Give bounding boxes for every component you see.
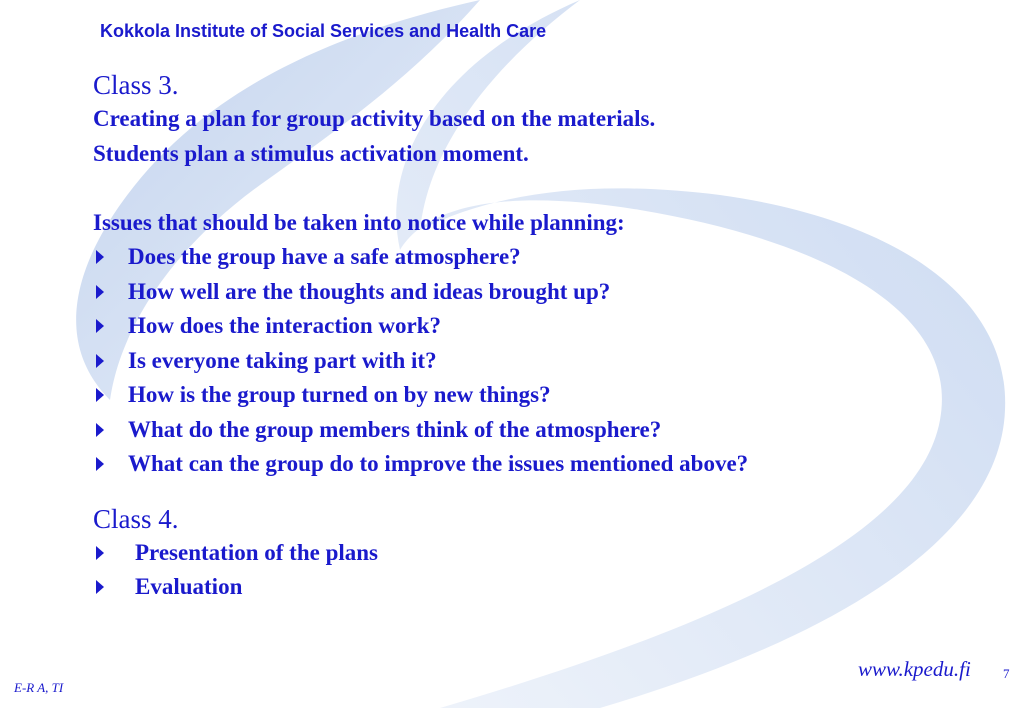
triangle-right-icon [93, 546, 135, 560]
website-link[interactable]: www.kpedu.fi [858, 657, 971, 681]
institution-title: Kokkola Institute of Social Services and Health Care [100, 21, 547, 41]
list-item [93, 378, 993, 413]
list-item [93, 344, 993, 379]
list-item-text: Presentation of the plans [135, 539, 378, 565]
triangle-right-icon [93, 580, 135, 594]
list-item-text: How does the interaction work? [128, 313, 442, 338]
slide-content [93, 68, 993, 605]
triangle-right-icon [93, 457, 128, 471]
list-item-text: What can the group do to improve the issues mentioned above? [128, 451, 749, 476]
list-item [93, 447, 993, 482]
list-item-text: Is everyone taking part with it? [128, 347, 437, 373]
page-number: 7 [1003, 666, 1010, 681]
list-item [93, 240, 993, 275]
list-item [93, 536, 993, 571]
triangle-right-icon [93, 250, 128, 264]
list-item [93, 413, 993, 448]
author-initials: E-R A, TI [14, 680, 64, 695]
class4-heading: Class 4. [93, 503, 179, 534]
issues-intro: Issues that should be taken into notice while planning: [93, 209, 625, 235]
list-item-text: How well are the thoughts and ideas brought up? [128, 278, 611, 304]
list-item-text: How is the group turned on by new things? [128, 382, 551, 407]
list-item-text: What do the group members think of the atmosphere? [128, 416, 662, 442]
class3-line-2: Students plan a stimulus activation moment. [93, 140, 529, 166]
triangle-right-icon [93, 319, 128, 333]
list-item [93, 570, 993, 605]
triangle-right-icon [93, 423, 128, 437]
list-item [93, 309, 993, 344]
spacer [93, 171, 993, 206]
list-item [93, 275, 993, 310]
triangle-right-icon [93, 388, 128, 402]
list-item-text: Evaluation [135, 574, 243, 599]
triangle-right-icon [93, 285, 128, 299]
class3-line-1: Creating a plan for group activity based on the materials. [93, 106, 656, 131]
triangle-right-icon [93, 354, 128, 368]
list-item-text: Does the group have a safe atmosphere? [128, 244, 521, 269]
class3-heading: Class 3. [93, 70, 179, 100]
